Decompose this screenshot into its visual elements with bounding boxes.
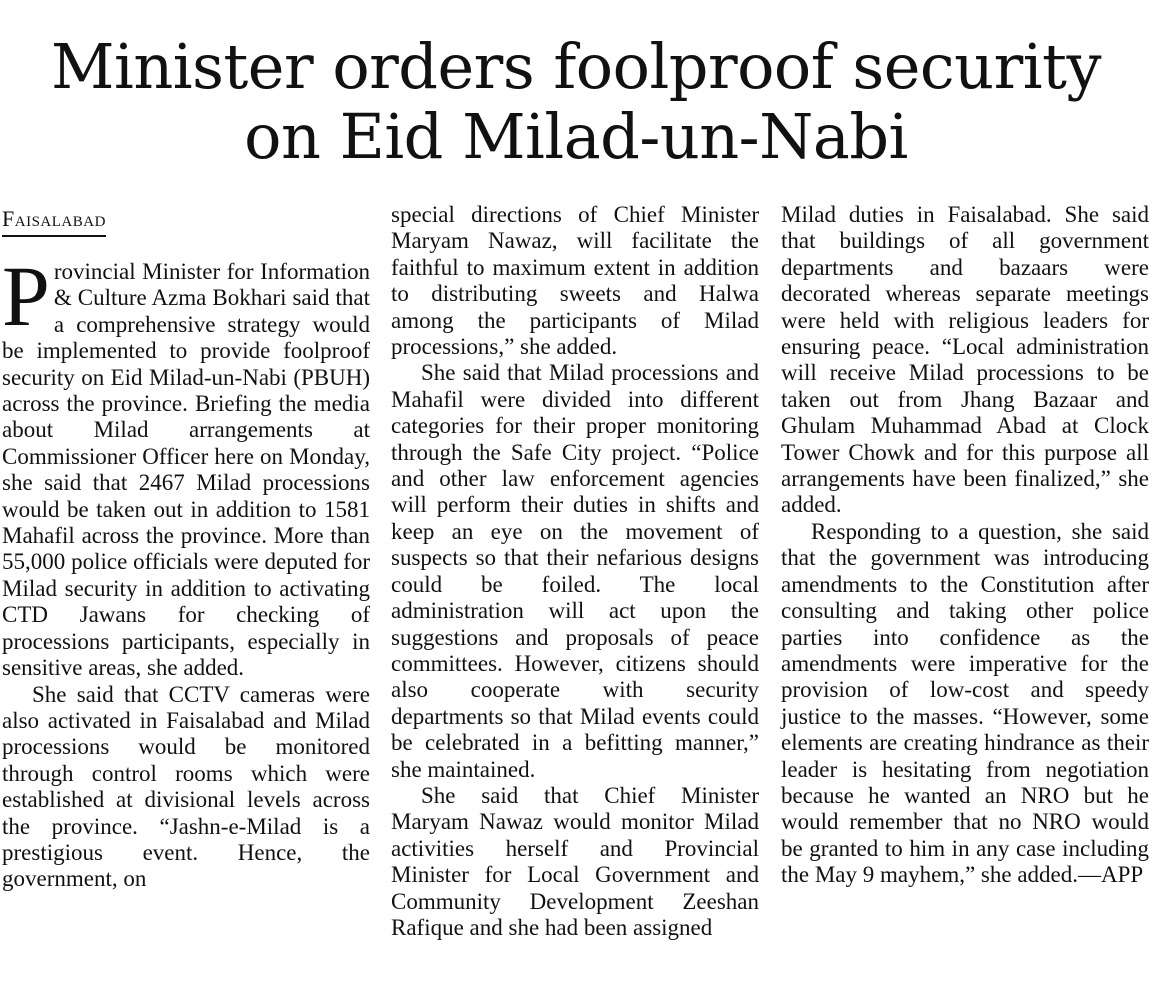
- article-column-3: [781, 202, 1149, 889]
- headline: [0, 32, 1152, 172]
- drop-cap: P: [2, 248, 50, 344]
- article-paragraph-6: Milad duties in Faisalabad. She said that buildings of all government departments and bazaars were decorated whereas separate meetings were held with religious leaders for ensuring peace. “Local administration will receive Milad processions to be taken out from Jhang Bazaar and Ghulam Muhammad Abad at Clock Tower Chowk and for this purpose all arrangements have been finalized,” she added.: [781, 202, 1149, 518]
- article-column-1: [2, 202, 370, 893]
- headline-line-1: Minister orders foolproof security: [51, 30, 1101, 103]
- article-paragraph-7: Responding to a question, she said that the government was introducing amendments to the Constitution after consulting and taking other police parties into confidence as the amendments were imperative for the provision of low-cost and speedy justice to the masses. “However, some elements are creating hindrance as their leader is hesitating from negotiation because he wanted an NRO but he would remember that no NRO would be granted to him in any case including the May 9 mayhem,” she added.—APP: [781, 518, 1149, 888]
- article-paragraph-1-text: rovincial Minister for Information & Culture Azma Bokhari said that a comprehensive strategy would be implemented to provide foolproof security on Eid Milad-un-Nabi (PBUH) across the province. Briefing the media about Milad arrangements at Commissioner Officer here on Monday, she said that 2467 Milad processions would be taken out in addition to 1581 Mahafil across the province. More than 55,000 police officials were deputed for Milad security in addition to activating CTD Jawans for checking of processions participants, especially in sensitive areas, she added.: [2, 259, 370, 681]
- headline-line-2: on Eid Milad-un-Nabi: [244, 100, 908, 173]
- dateline: Faisalabad: [2, 205, 106, 237]
- article-paragraph-3: special directions of Chief Minister Maryam Nawaz, will facilitate the faithful to maximum extent in addition to distributing sweets and Halwa among the participants of Milad processions,” she added.: [391, 202, 759, 360]
- article-column-2: [391, 202, 759, 941]
- article-paragraph-2: She said that CCTV cameras were also activated in Faisalabad and Milad processions would be monitored through control rooms which were established at divisional levels across the province. “Jashn-e-Milad is a prestigious event. Hence, the government, on: [2, 681, 370, 892]
- article-paragraph-5: She said that Chief Minister Maryam Nawaz would monitor Milad activities herself and Provincial Minister for Local Government and Community Development Zeeshan Rafique and she had been assigned: [391, 782, 759, 940]
- article-paragraph-1: [2, 248, 370, 682]
- article-paragraph-4: She said that Milad processions and Mahafil were divided into different categories for their proper monitoring through the Safe City project. “Police and other law enforcement agencies will perform their duties in shifts and keep an eye on the movement of suspects so that their nefarious designs could be foiled. The local administration will act upon the suggestions and proposals of peace committees. However, citizens should also cooperate with security departments so that Milad events could be celebrated in a befitting manner,” she maintained.: [391, 360, 759, 782]
